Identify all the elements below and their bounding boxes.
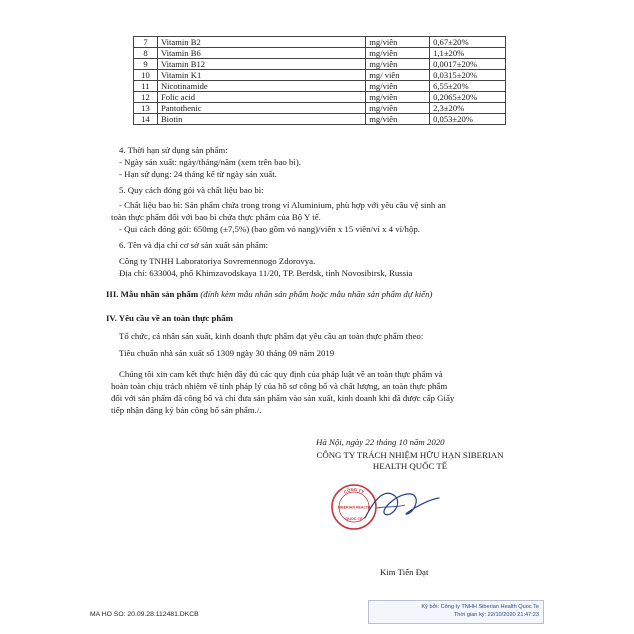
nutrient-unit: mg/viên bbox=[366, 37, 430, 48]
table-row bbox=[134, 48, 506, 59]
section-4-heading: 4. Thời hạn sử dụng sản phẩm: bbox=[119, 145, 228, 155]
section-6-line-2: Địa chỉ: 633004, phố Khimzavodskaya 11/20, TP. Berdsk, tỉnh Novosibirsk, Russia bbox=[119, 268, 413, 278]
nutrient-value: 0,0315±20% bbox=[430, 70, 506, 81]
row-number: 13 bbox=[134, 103, 158, 114]
nutrient-unit: mg/viên bbox=[366, 114, 430, 125]
section-iv-line-1: Tổ chức, cá nhân sản xuất, kinh doanh thực phẩm đạt yêu cầu an toàn thực phẩm theo: bbox=[119, 331, 424, 341]
table-row bbox=[134, 59, 506, 70]
section-6-heading: 6. Tên và địa chỉ cơ sở sản xuất sản phẩm: bbox=[119, 240, 269, 250]
nutrient-value: 0,053±20% bbox=[430, 114, 506, 125]
esign-time: Thời gian ký: 22/10/2020 21:47:23 bbox=[453, 611, 539, 618]
row-number: 14 bbox=[134, 114, 158, 125]
section-4-line-2: - Hạn sử dụng: 24 tháng kể từ ngày sản xuất. bbox=[119, 169, 277, 179]
nutrient-name: Vitamin B12 bbox=[157, 59, 365, 70]
nutrient-unit: mg/ viên bbox=[366, 70, 430, 81]
stamp-text-mid: SIBERIAN HEALTH bbox=[337, 505, 371, 510]
nutrient-unit: mg/viên bbox=[366, 103, 430, 114]
nutrient-name: Vitamin B6 bbox=[157, 48, 365, 59]
nutrient-name: Vitamin K1 bbox=[157, 70, 365, 81]
commitment-line-4: tiếp nhận đăng ký bản công bố sản phẩm./. bbox=[111, 405, 262, 415]
commitment-line-3: đối với sản phẩm đã công bố và chỉ đưa sản phẩm vào sản xuất, kinh doanh khi đã được cấp Giấy bbox=[111, 393, 455, 403]
nutrient-unit: mg/viên bbox=[366, 48, 430, 59]
row-number: 8 bbox=[134, 48, 158, 59]
electronic-signature-box bbox=[368, 600, 544, 624]
table-row bbox=[134, 81, 506, 92]
row-number: 10 bbox=[134, 70, 158, 81]
section-iii-heading: III. Mẫu nhãn sản phẩm bbox=[106, 289, 199, 299]
nutrient-value: 0,67±20% bbox=[430, 37, 506, 48]
nutrient-name: Nicotinamide bbox=[157, 81, 365, 92]
section-6-line-1: Công ty TNHH Laboratoriya Sovremennogo Zdorovya. bbox=[119, 256, 316, 266]
table-row bbox=[134, 70, 506, 81]
nutrient-name: Vitamin B2 bbox=[157, 37, 365, 48]
signature-scribble-icon bbox=[355, 478, 445, 538]
row-number: 12 bbox=[134, 92, 158, 103]
nutrient-value: 6,55±20% bbox=[430, 81, 506, 92]
stamp-text-top: CÔNG TY bbox=[343, 486, 366, 495]
section-5-line-2: toàn thực phẩm đối với bao bì chứa thực phẩm của Bộ Y tế. bbox=[111, 212, 321, 222]
row-number: 7 bbox=[134, 37, 158, 48]
esign-signed-by: Ký bởi: Công ty TNHH Siberian Health Quoc Te bbox=[421, 604, 539, 610]
commitment-line-1: Chúng tôi xin cam kết thực hiện đầy đủ các quy định của pháp luật về an toàn thực phẩm và bbox=[119, 369, 443, 379]
signer-name: Kim Tiến Đạt bbox=[380, 567, 429, 577]
stamp-text-bottom: QUỐC TẾ bbox=[345, 517, 363, 521]
section-iv-line-2: Tiêu chuẩn nhà sản xuất số 1309 ngày 30 tháng 09 năm 2019 bbox=[119, 348, 335, 358]
row-number: 9 bbox=[134, 59, 158, 70]
company-name-line-2: HEALTH QUỐC TẾ bbox=[372, 461, 448, 471]
nutrient-unit: mg/viên bbox=[366, 81, 430, 92]
nutrient-value: 2,3±20% bbox=[430, 103, 506, 114]
row-number: 11 bbox=[134, 81, 158, 92]
nutrient-name: Pantothenic bbox=[157, 103, 365, 114]
commitment-line-2: hoàn toàn chịu trách nhiệm về tính pháp lý của hồ sơ công bố và chất lượng, an toàn thực phẩm bbox=[111, 381, 448, 391]
table-row bbox=[134, 92, 506, 103]
company-name-line-1: CÔNG TY TRÁCH NHIỆM HỮU HẠN SIBERIAN bbox=[316, 450, 504, 460]
table-row bbox=[134, 114, 506, 125]
nutrient-unit: mg/viên bbox=[366, 59, 430, 70]
section-iii bbox=[106, 289, 432, 300]
nutrient-value: 0,2065±20% bbox=[430, 92, 506, 103]
nutrient-value: 1,1±20% bbox=[430, 48, 506, 59]
nutrient-name: Folic acid bbox=[157, 92, 365, 103]
section-5-line-3: - Qui cách đóng gói: 650mg (±7,5%) (bao gồm vỏ nang)/viên x 15 viên/vỉ x 4 vỉ/hộp. bbox=[119, 224, 420, 234]
table-row bbox=[134, 103, 506, 114]
section-iv-heading: IV. Yêu cầu về an toàn thực phẩm bbox=[106, 313, 233, 323]
nutrient-name: Biotin bbox=[157, 114, 365, 125]
record-code: MA HO SO: 20.09.28.112481.DKCB bbox=[90, 611, 199, 618]
signature-date: Hà Nội, ngày 22 tháng 10 năm 2020 bbox=[316, 437, 445, 447]
nutrient-unit: mg/viên bbox=[366, 92, 430, 103]
section-5-heading: 5. Quy cách đóng gói và chất liệu bao bì: bbox=[119, 185, 264, 195]
nutrient-table bbox=[133, 36, 506, 125]
table-row bbox=[134, 37, 506, 48]
section-iii-note: (đính kèm mẫu nhãn sản phẩm hoặc mẫu nhãn sản phẩm dự kiến) bbox=[200, 289, 433, 299]
section-4-line-1: - Ngày sản xuất: ngày/tháng/năm (xem trên bao bì). bbox=[119, 157, 301, 167]
section-5-line-1: - Chất liệu bao bì: Sản phẩm chứa trong trong vỉ Aluminium, phù hợp với yêu cầu vệ sinh an bbox=[119, 200, 446, 210]
nutrient-value: 0,0017±20% bbox=[430, 59, 506, 70]
